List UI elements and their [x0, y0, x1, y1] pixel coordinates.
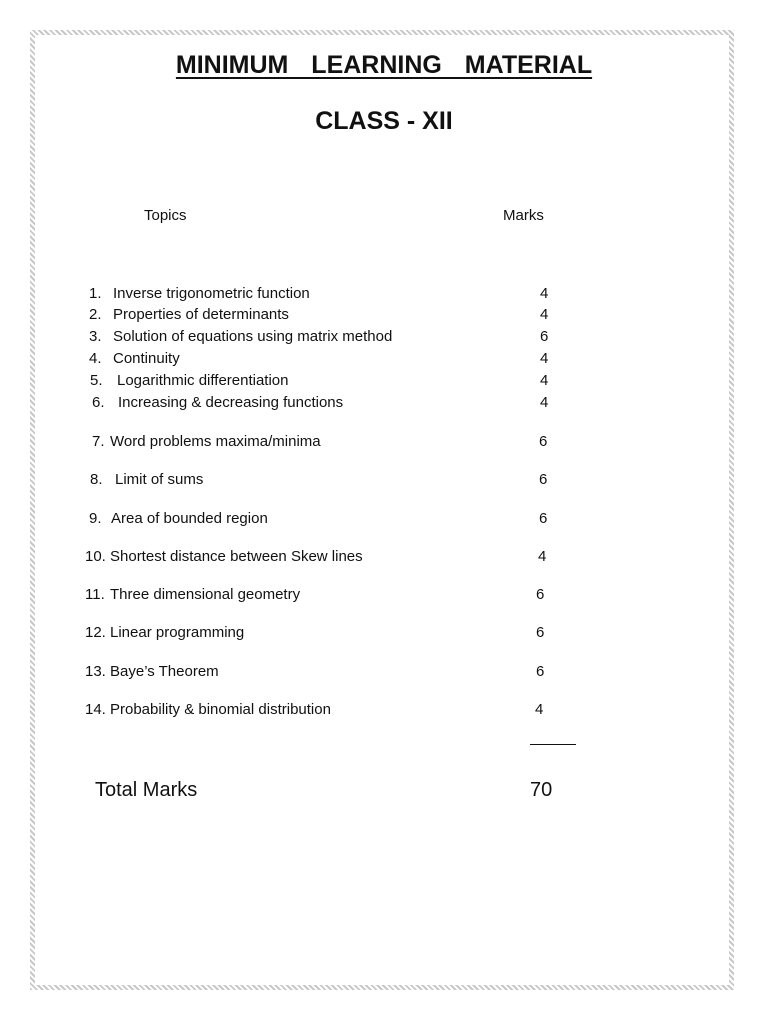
- topic-number: 8.: [90, 471, 103, 488]
- topic-number: 7.: [92, 433, 105, 450]
- topic-row: [0, 392, 768, 414]
- topic-marks: 4: [540, 306, 549, 323]
- topic-label: Word problems maxima/minima: [110, 433, 321, 450]
- marks-column-header: Marks: [503, 207, 544, 224]
- topic-label: Logarithmic differentiation: [117, 372, 289, 389]
- topic-label: Shortest distance between Skew lines: [110, 548, 363, 565]
- topic-number: 12.: [85, 624, 106, 641]
- topic-label: Probability & binomial distribution: [110, 701, 331, 718]
- topic-row: [0, 326, 768, 348]
- topic-number: 5.: [90, 372, 103, 389]
- topic-number: 6.: [92, 394, 105, 411]
- topic-row: [0, 283, 768, 305]
- topic-label: Three dimensional geometry: [110, 586, 301, 603]
- topic-number: 10.: [85, 548, 106, 565]
- topic-marks: 4: [538, 548, 547, 565]
- topic-marks: 4: [535, 701, 544, 718]
- topic-number: 13.: [85, 663, 106, 680]
- topic-marks: 4: [540, 394, 549, 411]
- topic-label: Area of bounded region: [111, 510, 268, 527]
- topic-number: 2.: [89, 306, 102, 323]
- topic-number: 11.: [85, 586, 105, 603]
- total-divider: [530, 744, 576, 745]
- total-marks-label: Total Marks: [95, 779, 198, 801]
- topic-row: [0, 584, 768, 606]
- topic-marks: 6: [536, 663, 545, 680]
- topic-marks: 4: [540, 285, 549, 302]
- topic-number: 9.: [89, 510, 102, 527]
- document-title: MINIMUM LEARNING MATERIAL: [175, 51, 593, 79]
- topic-marks: 4: [540, 372, 549, 389]
- topic-marks: 4: [540, 350, 549, 367]
- topic-marks: 6: [539, 433, 548, 450]
- topic-label: Increasing & decreasing functions: [118, 394, 344, 411]
- topic-row: [0, 469, 768, 491]
- topic-marks: 6: [539, 471, 548, 488]
- topic-label: Solution of equations using matrix method: [113, 328, 393, 345]
- topic-row: [0, 699, 768, 721]
- topics-column-header: Topics: [144, 207, 187, 224]
- topic-label: Linear programming: [110, 624, 245, 641]
- topic-number: 3.: [89, 328, 102, 345]
- topic-row: [0, 508, 768, 530]
- topic-label: Inverse trigonometric function: [113, 285, 310, 302]
- topic-number: 4.: [89, 350, 102, 367]
- topic-number: 1.: [89, 285, 102, 302]
- document-subtitle: CLASS - XII: [315, 107, 453, 135]
- topic-number: 14.: [85, 701, 106, 718]
- topic-row: [0, 304, 768, 326]
- topic-label: Properties of determinants: [113, 306, 289, 323]
- topic-row: [0, 431, 768, 453]
- topic-row: [0, 348, 768, 370]
- topic-label: Baye’s Theorem: [110, 663, 219, 680]
- topic-marks: 6: [536, 586, 545, 603]
- topic-row: [0, 661, 768, 683]
- topic-row: [0, 622, 768, 644]
- topic-row: [0, 370, 768, 392]
- topic-label: Limit of sums: [115, 471, 204, 488]
- total-marks-value: 70: [530, 779, 553, 801]
- topic-marks: 6: [539, 510, 548, 527]
- topic-marks: 6: [540, 328, 549, 345]
- topic-row: [0, 546, 768, 568]
- topic-label: Continuity: [113, 350, 180, 367]
- topic-marks: 6: [536, 624, 545, 641]
